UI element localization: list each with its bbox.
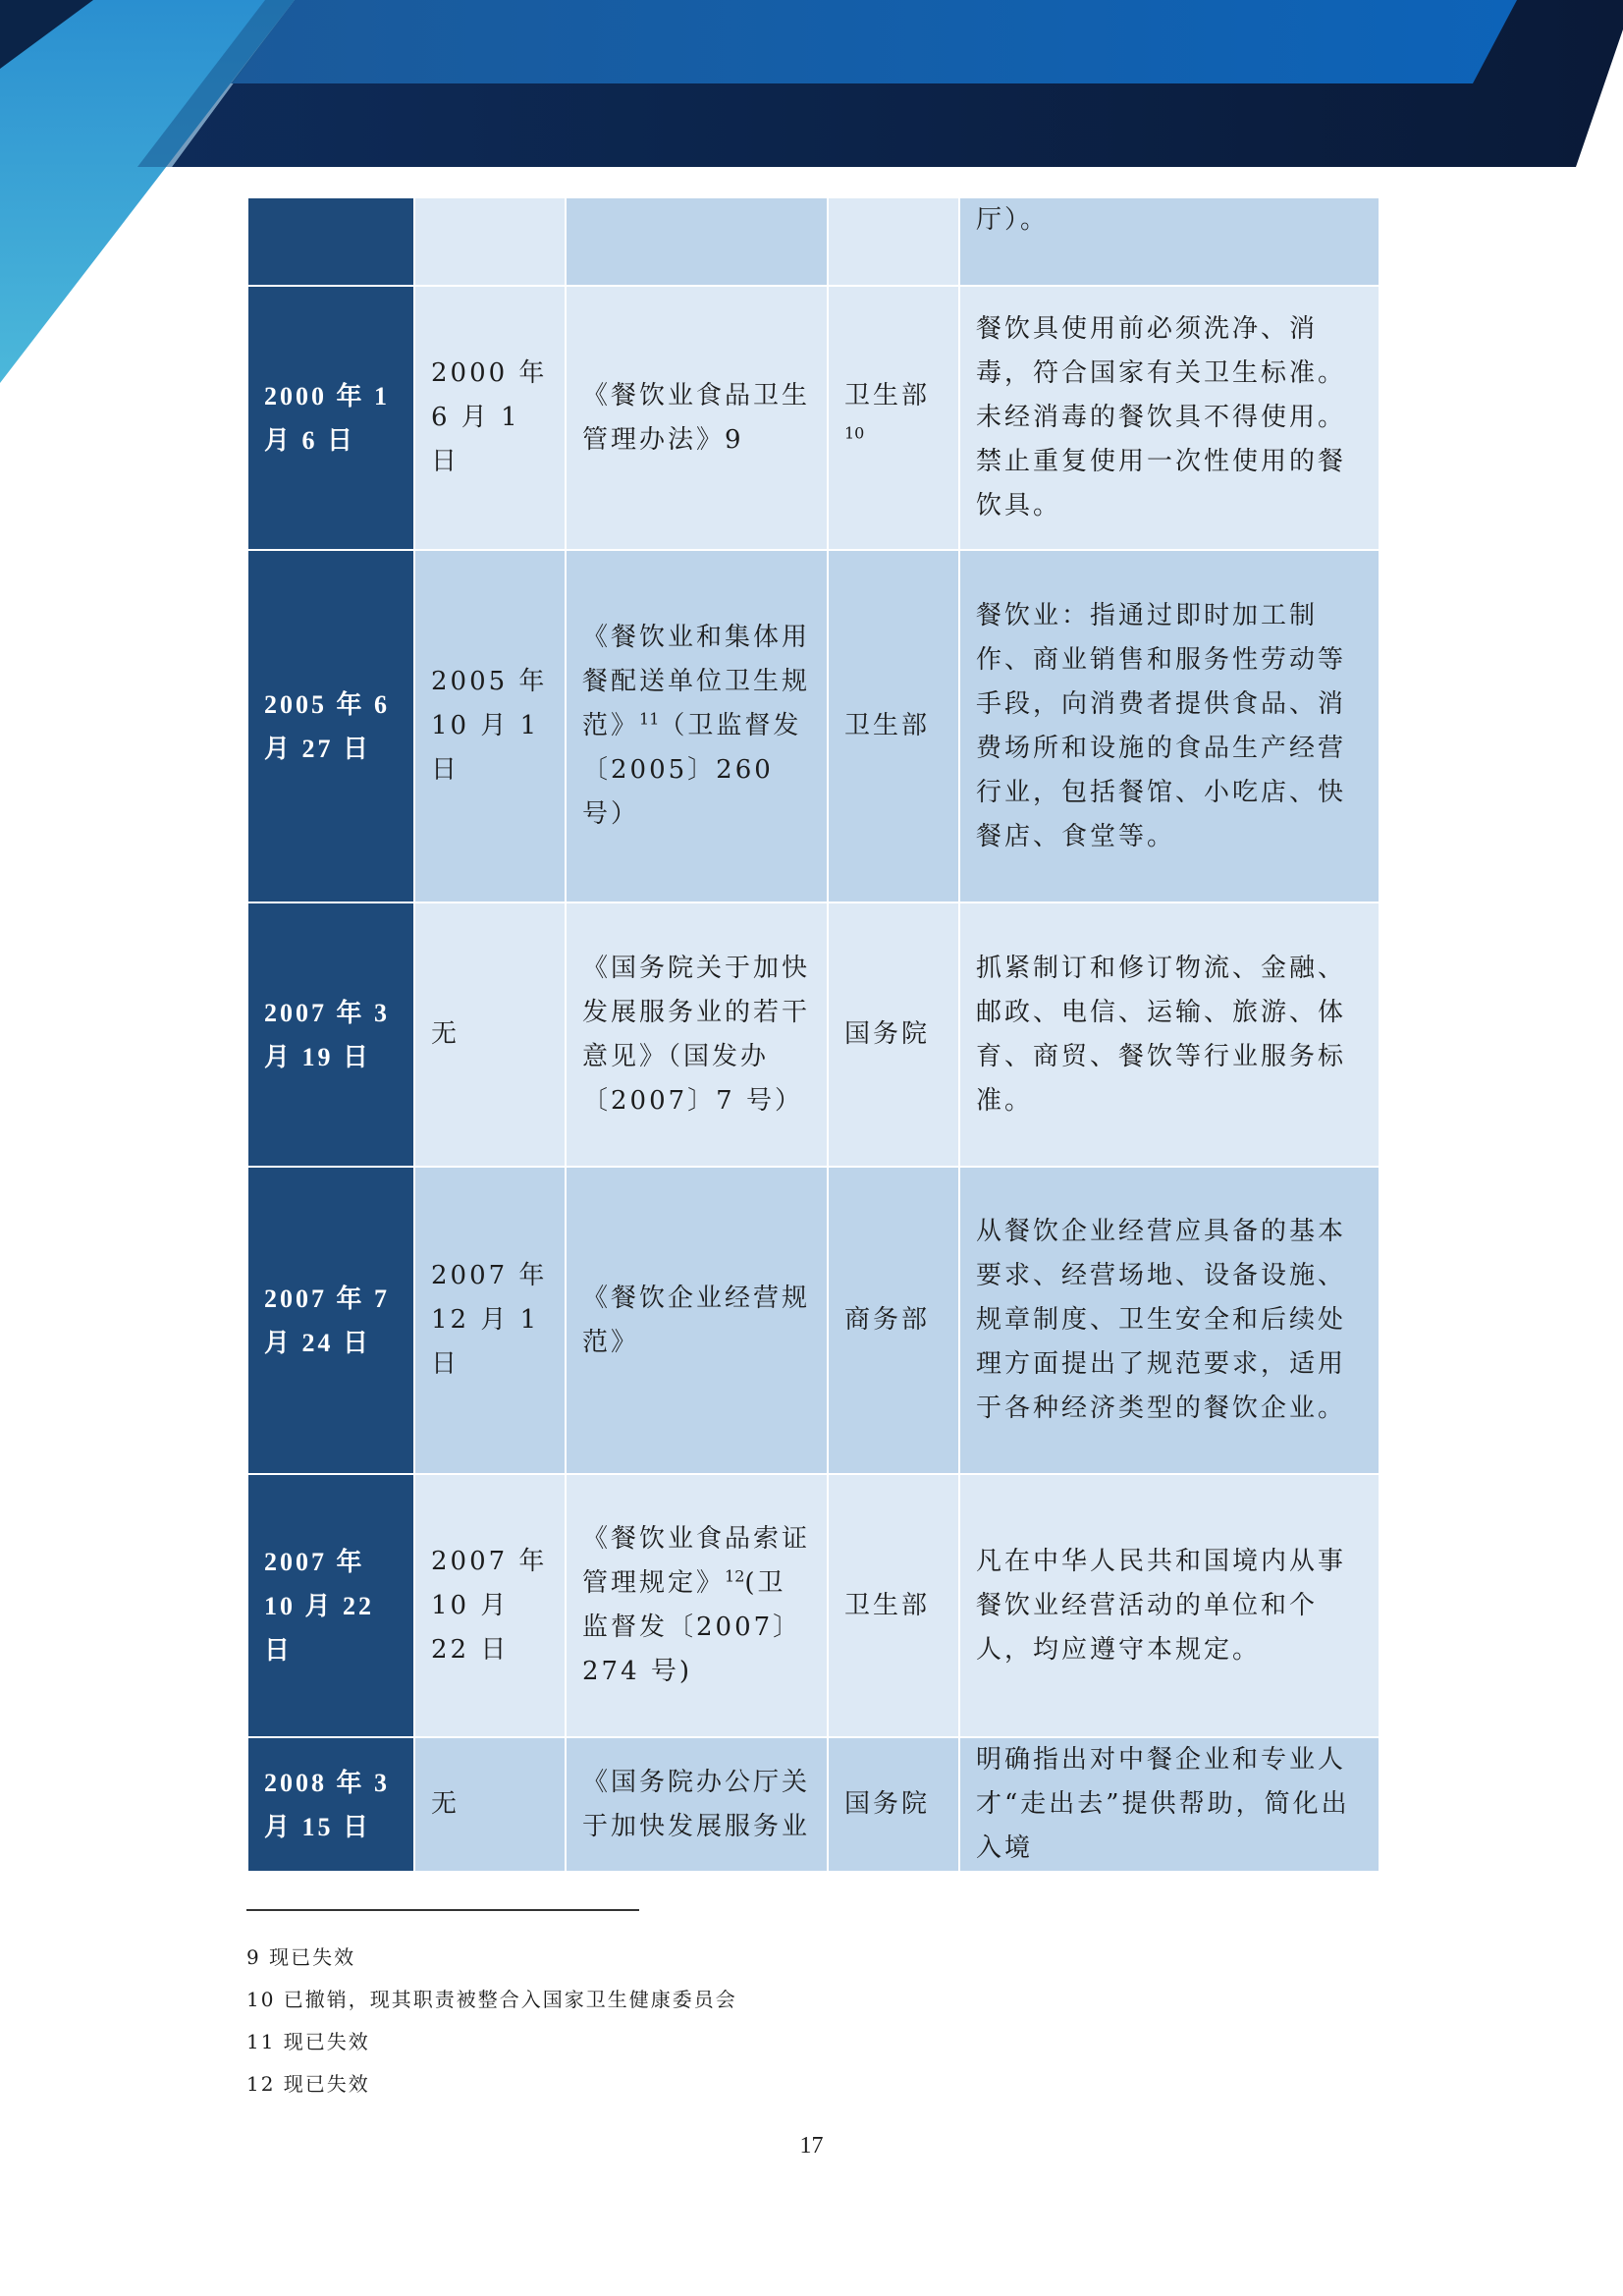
effective-date-cell: 2000 年 6 月 1 日: [414, 286, 566, 550]
authority-cell: 商务部: [828, 1167, 959, 1474]
issue-date-cell: 2007 年 3 月 19 日: [247, 902, 414, 1167]
authority-cell: [828, 286, 959, 550]
effective-date-cell: 无: [414, 1737, 566, 1872]
table-row: [247, 1474, 1380, 1737]
issue-date-cell: 2007 年 7 月 24 日: [247, 1167, 414, 1474]
effective-date-cell: 无: [414, 902, 566, 1167]
content-cell: 厅）。: [959, 197, 1380, 286]
document-title: 《餐饮业食品卫生管理办法》: [582, 380, 811, 455]
content-cell: 明确指出对中餐企业和专业人才“走出去”提供帮助，简化出入境: [959, 1737, 1380, 1872]
content-cell: 从餐饮企业经营应具备的基本要求、经营场地、设备设施、规章制度、卫生安全和后续处理方面提出了规范要求，适用于各种经济类型的餐饮企业。: [959, 1167, 1380, 1474]
authority-cell: 卫生部: [828, 550, 959, 902]
regulations-table: [246, 196, 1380, 1873]
footnote-ref: 9: [725, 424, 744, 455]
footnote-ref: 10: [844, 422, 865, 442]
document-number: (卫监督发〔2007〕274 号): [582, 1568, 802, 1686]
table-row: [247, 550, 1380, 902]
document-cell: 《国务院办公厅关于加快发展服务业: [566, 1737, 828, 1872]
authority-cell: 国务院: [828, 1737, 959, 1872]
authority-cell: [828, 197, 959, 286]
table-row: [247, 902, 1380, 1167]
authority-cell: 卫生部: [828, 1474, 959, 1737]
effective-date-cell: 2007 年 12 月 1 日: [414, 1167, 566, 1474]
footnote: 11 现已失效: [246, 2030, 370, 2053]
document-title: 《餐饮业和集体用餐配送单位卫生规范》: [582, 623, 811, 740]
issue-date-cell: 2000 年 1 月 6 日: [247, 286, 414, 550]
table-row: [247, 1737, 1380, 1872]
document-number: （卫监督发〔2005〕260 号）: [582, 711, 802, 829]
table-row: [247, 197, 1380, 286]
content-cell: 凡在中华人民共和国境内从事餐饮业经营活动的单位和个人，均应遵守本规定。: [959, 1474, 1380, 1737]
page-number: 17: [799, 2133, 824, 2159]
effective-date-cell: 2005 年 10 月 1 日: [414, 550, 566, 902]
footnotes: [246, 1937, 737, 2105]
document-cell: [566, 550, 828, 902]
footnote: 10 已撤销，现其职责被整合入国家卫生健康委员会: [246, 1988, 737, 2011]
authority-cell: 国务院: [828, 902, 959, 1167]
issue-date-cell: 2007 年 10 月 22 日: [247, 1474, 414, 1737]
content-cell: 抓紧制订和修订物流、金融、邮政、电信、运输、旅游、体育、商贸、餐饮等行业服务标准。: [959, 902, 1380, 1167]
document-cell: [566, 1474, 828, 1737]
table-row: [247, 286, 1380, 550]
table-row: [247, 1167, 1380, 1474]
footnote-ref: 11: [639, 709, 660, 729]
document-cell: [566, 286, 828, 550]
footnote: 9 现已失效: [246, 1945, 356, 1969]
content-cell: 餐饮业：指通过即时加工制作、商业销售和服务性劳动等手段，向消费者提供食品、消费场所和设施的食品生产经营行业，包括餐馆、小吃店、快餐店、食堂等。: [959, 550, 1380, 902]
content-cell: 餐饮具使用前必须洗净、消毒，符合国家有关卫生标准。未经消毒的餐饮具不得使用。禁止重复使用一次性使用的餐饮具。: [959, 286, 1380, 550]
effective-date-cell: 2007 年 10 月 22 日: [414, 1474, 566, 1737]
document-title: 《餐饮业食品索证管理规定》: [582, 1524, 811, 1598]
footnote: 12 现已失效: [246, 2072, 370, 2096]
issue-date-cell: [247, 197, 414, 286]
document-cell: 《国务院关于加快发展服务业的若干意见》（国发办〔2007〕7 号）: [566, 902, 828, 1167]
issue-date-cell: 2005 年 6 月 27 日: [247, 550, 414, 902]
issue-date-cell: 2008 年 3 月 15 日: [247, 1737, 414, 1872]
footnote-ref: 12: [725, 1566, 745, 1586]
authority-name: 卫生部: [844, 380, 931, 410]
document-cell: [566, 197, 828, 286]
document-cell: 《餐饮企业经营规范》: [566, 1167, 828, 1474]
footnote-divider: [246, 1909, 639, 1911]
effective-date-cell: [414, 197, 566, 286]
